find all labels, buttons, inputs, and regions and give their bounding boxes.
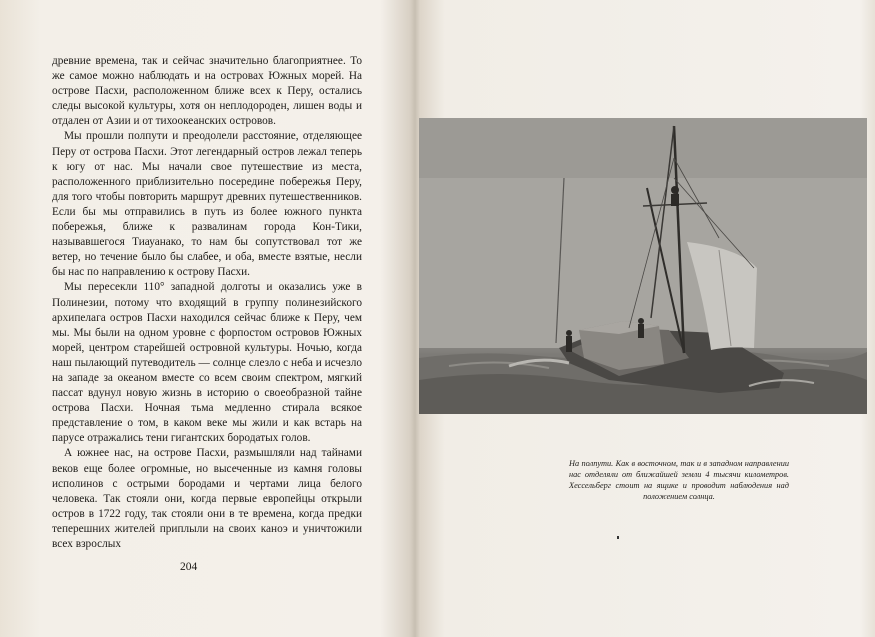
raft-photo [419, 118, 867, 414]
paragraph: Мы прошли полпути и преодолели расстояние, отделяющее Перу от острова Пасхи. Этот легендарный остров лежал теперь к югу от нас. Мы начали свое путешествие из места, расположенного приблизительно посередине побережья Перу, для того чтобы повторить маршрут древних путешественников. Если бы мы отправились в путь из более южного пункта побережья, ближе к развалинам города Кон-Тики, называвшегося Тиауанако, то нам бы сопутствовал тот же ветер, но течение было бы слабее, и оба, вместе взятые, несли бы нас по направлению к острову Пасхи. [52, 130, 362, 279]
page-number: 204 [180, 561, 198, 573]
paragraph: Мы пересекли 110° западной долготы и оказались уже в Полинезии, потому что входящий в группу полинезийского архипелага остров Пасхи находился сейчас ближе к Перу, чем мы. Мы были на одном уровне с форпостом островов Южных морей, центром старейшей островной культуры. Ночью, когда наш пылающий путеводитель — солнце слезло с неба и исчезло на западе за океаном вместе со всем своим спектром, мягкий пассат вдунул новую жизнь в историю о своеобразной тайне острова Пасхи. Ночная тьма медленно стирала всякое представление о том, в каком веке мы жили и как встарь на парусе отражались тени гигантских бородатых голов. [52, 281, 362, 445]
paragraph: А южнее нас, на острове Пасхи, размышляли над тайнами веков еще более огромные, но высеченные из камня головы исполинов с острыми бородами и чертами лица белого человека. Так стояли они, когда первые европейцы открыли остров в 1722 году, так стояли они в те времена, когда предки теперешних жителей приплыли на своих каноэ и уничтожили всех взрослых [52, 447, 362, 550]
print-speck [617, 536, 619, 539]
left-page-text [52, 54, 362, 552]
raft-illustration [419, 118, 867, 414]
left-page [52, 54, 362, 594]
photo-caption: На полпути. Как в восточном, так и в западном направлении нас отделяли от ближайшей земли 4 тысячи километров. Хессельберг стоит на ящике и проводит наблюдения над положением солнца. [569, 459, 789, 501]
paragraph: древние времена, так и сейчас значительно благоприятнее. То же самое можно наблюдать и на островах Южных морей. На острове Пасхи, расположенном ближе всех к Перу, остались следы высокой культуры, хотя он неплодороден, лишен воды и отдален от Азии и от тихоокеанских островов. [52, 55, 362, 128]
